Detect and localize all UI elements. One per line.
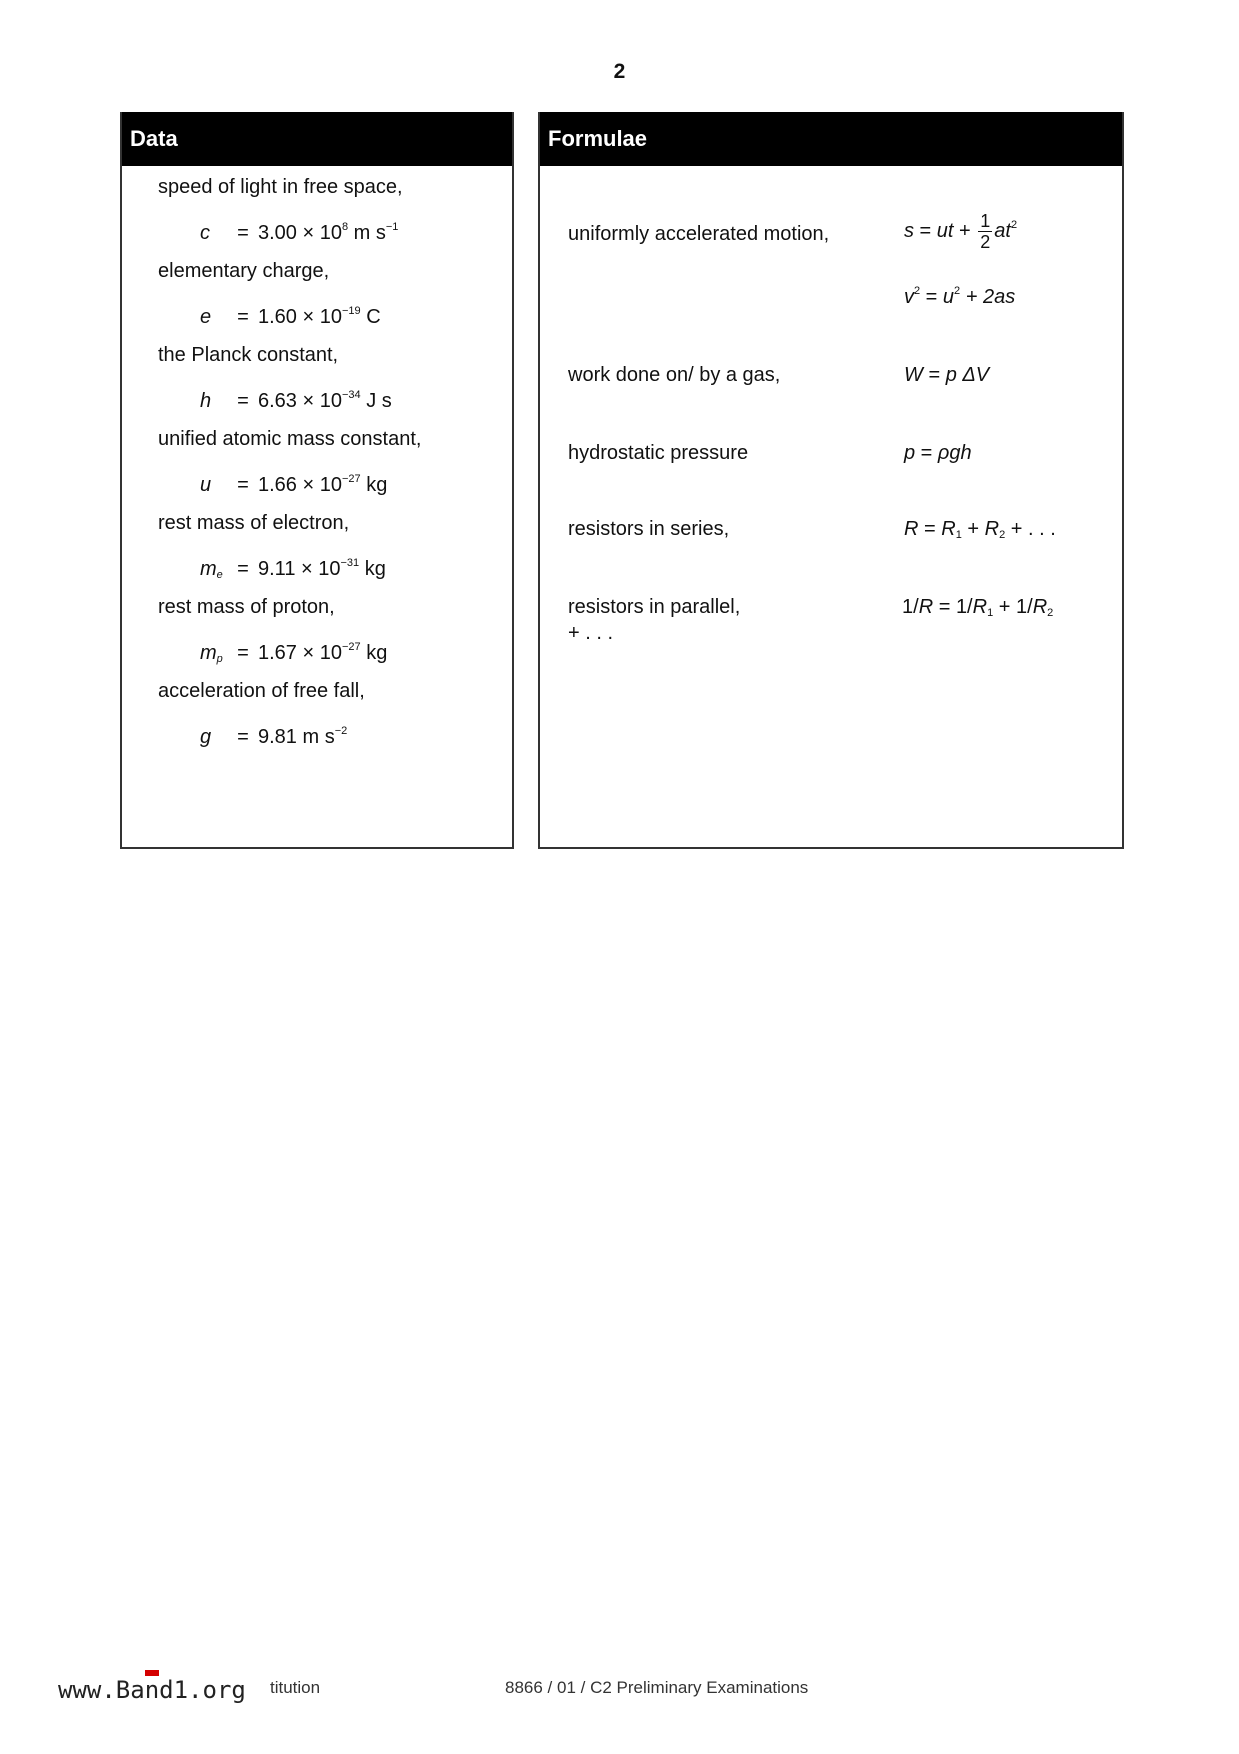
data-box	[120, 112, 514, 849]
equals: =	[918, 518, 942, 540]
resistors-parallel-continuation: + . . .	[568, 622, 614, 644]
data-item-label: speed of light in free space,	[158, 176, 403, 198]
constant-exponent: 8	[341, 221, 349, 233]
term-at: at	[994, 219, 1011, 242]
resistors-series-formula	[904, 518, 1056, 541]
constant-subscript: p	[216, 653, 223, 665]
constant-symbol	[200, 558, 228, 581]
constant-symbol	[200, 222, 228, 245]
exponent: 2	[954, 285, 961, 297]
data-box-title: Data	[122, 112, 512, 166]
constant-unit: kg	[364, 558, 386, 580]
constant-symbol	[200, 390, 228, 413]
constant-mantissa: 9.11 × 10	[258, 558, 341, 580]
constant-exponent: −27	[341, 473, 361, 485]
constant-unit: m s	[353, 222, 386, 244]
constant-exponent: −2	[334, 725, 348, 737]
plus: +	[953, 219, 977, 242]
reciprocal: 1/	[955, 596, 973, 618]
uniform-motion-formula-1	[904, 211, 1017, 252]
symbol-R2: R	[984, 518, 1000, 540]
symbol-R2: R	[1032, 596, 1048, 618]
symbol-R1: R	[941, 518, 956, 540]
symbol-R: R	[904, 518, 919, 540]
data-item-label: acceleration of free fall,	[158, 680, 365, 702]
hydrostatic-pressure-label: hydrostatic pressure	[568, 442, 749, 464]
data-item-value	[200, 726, 347, 749]
fraction-numerator: 1	[980, 211, 991, 231]
work-done-formula	[904, 364, 989, 387]
symbol-u: u	[942, 286, 955, 308]
work-done-label: work done on/ by a gas,	[568, 364, 781, 386]
constant-symbol-letter: m	[200, 558, 217, 580]
resistors-series-label: resistors in series,	[568, 518, 730, 540]
constant-symbol-letter: u	[200, 474, 212, 496]
constant-exponent: −34	[341, 389, 361, 401]
constant-mantissa: 6.63 × 10	[258, 390, 342, 412]
equals-sign: =	[237, 390, 249, 412]
constant-subscript: e	[216, 569, 223, 581]
equals: =	[920, 286, 943, 308]
subscript: 1	[987, 607, 994, 619]
constant-symbol-letter: c	[200, 222, 210, 244]
watermark-text: www.Band1.org	[52, 1676, 252, 1704]
plus-reciprocal: + 1/	[993, 596, 1033, 618]
constant-symbol	[200, 474, 228, 497]
exponent: 2	[914, 285, 921, 297]
constant-mantissa: 1.67 × 10	[258, 642, 342, 664]
exponent: 2	[1010, 218, 1018, 231]
data-item-value	[200, 642, 387, 665]
reciprocal: 1/	[902, 596, 919, 618]
data-item-value	[200, 306, 381, 329]
constant-symbol-letter: e	[200, 306, 212, 328]
constant-symbol-letter: h	[200, 390, 212, 412]
uniform-motion-label: uniformly accelerated motion,	[568, 223, 830, 245]
constant-symbol	[200, 306, 228, 329]
resistors-parallel-formula	[902, 596, 1053, 619]
constant-unit: kg	[366, 642, 388, 664]
term-p-delta-v: p ΔV	[945, 364, 990, 386]
term-2as: + 2as	[960, 286, 1016, 308]
formulae-box	[538, 112, 1124, 849]
data-item-label: unified atomic mass constant,	[158, 428, 422, 450]
plus: +	[961, 518, 985, 540]
constant-symbol-letter: g	[200, 726, 212, 748]
resistors-parallel-label: resistors in parallel,	[568, 596, 741, 618]
footer-organisation: titution	[270, 1678, 321, 1697]
data-item-value	[200, 390, 392, 413]
data-item-value	[200, 474, 387, 497]
ellipsis: + . . .	[1005, 518, 1056, 540]
fraction-half	[978, 211, 992, 252]
equals: =	[915, 442, 938, 464]
data-item-value	[200, 558, 386, 581]
footer-paper-code: 8866 / 01 / C2 Preliminary Examinations	[505, 1678, 809, 1697]
fraction-denominator: 2	[980, 232, 991, 252]
constant-mantissa: 1.66 × 10	[258, 474, 342, 496]
uniform-motion-formula-2	[904, 286, 1015, 309]
constant-exponent: −27	[341, 641, 361, 653]
constant-unit: kg	[366, 474, 388, 496]
data-item-value	[200, 222, 398, 245]
symbol-s: s	[904, 219, 914, 242]
hydrostatic-pressure-formula	[904, 442, 972, 465]
symbol-v: v	[904, 286, 914, 308]
data-item-label: rest mass of proton,	[158, 596, 335, 618]
constant-mantissa: 3.00 × 10	[258, 222, 342, 244]
equals-sign: =	[237, 306, 249, 328]
equals: =	[914, 219, 937, 242]
constant-unit: C	[366, 306, 381, 328]
equals-sign: =	[237, 222, 249, 244]
equals-sign: =	[237, 558, 249, 580]
constant-exponent: −19	[341, 305, 361, 317]
constant-symbol	[200, 726, 228, 749]
equals: =	[922, 364, 946, 386]
subscript: 2	[1047, 607, 1054, 619]
data-item-label: rest mass of electron,	[158, 512, 350, 534]
equals-sign: =	[237, 474, 249, 496]
constant-symbol	[200, 642, 228, 665]
constant-symbol-letter: m	[200, 642, 217, 664]
equals-sign: =	[237, 642, 249, 664]
symbol-R: R	[918, 596, 934, 618]
equals-sign: =	[237, 726, 249, 748]
page-number: 2	[613, 60, 626, 83]
constant-mantissa: 9.81 m s	[258, 726, 335, 748]
subscript: 1	[955, 529, 962, 541]
constant-unit: J s	[366, 390, 392, 412]
data-item-label: the Planck constant,	[158, 344, 339, 366]
constant-mantissa: 1.60 × 10	[258, 306, 342, 328]
unit-exponent: −1	[385, 221, 399, 233]
subscript: 2	[999, 529, 1006, 541]
constant-exponent: −31	[340, 557, 360, 569]
term-ut: ut	[936, 219, 954, 242]
term-rho-g-h: ρgh	[937, 442, 972, 464]
formulae-box-title: Formulae	[540, 112, 1122, 166]
data-item-label: elementary charge,	[158, 260, 330, 282]
symbol-p: p	[904, 442, 916, 464]
equals: =	[933, 596, 956, 618]
symbol-W: W	[904, 364, 923, 386]
symbol-R1: R	[972, 596, 988, 618]
